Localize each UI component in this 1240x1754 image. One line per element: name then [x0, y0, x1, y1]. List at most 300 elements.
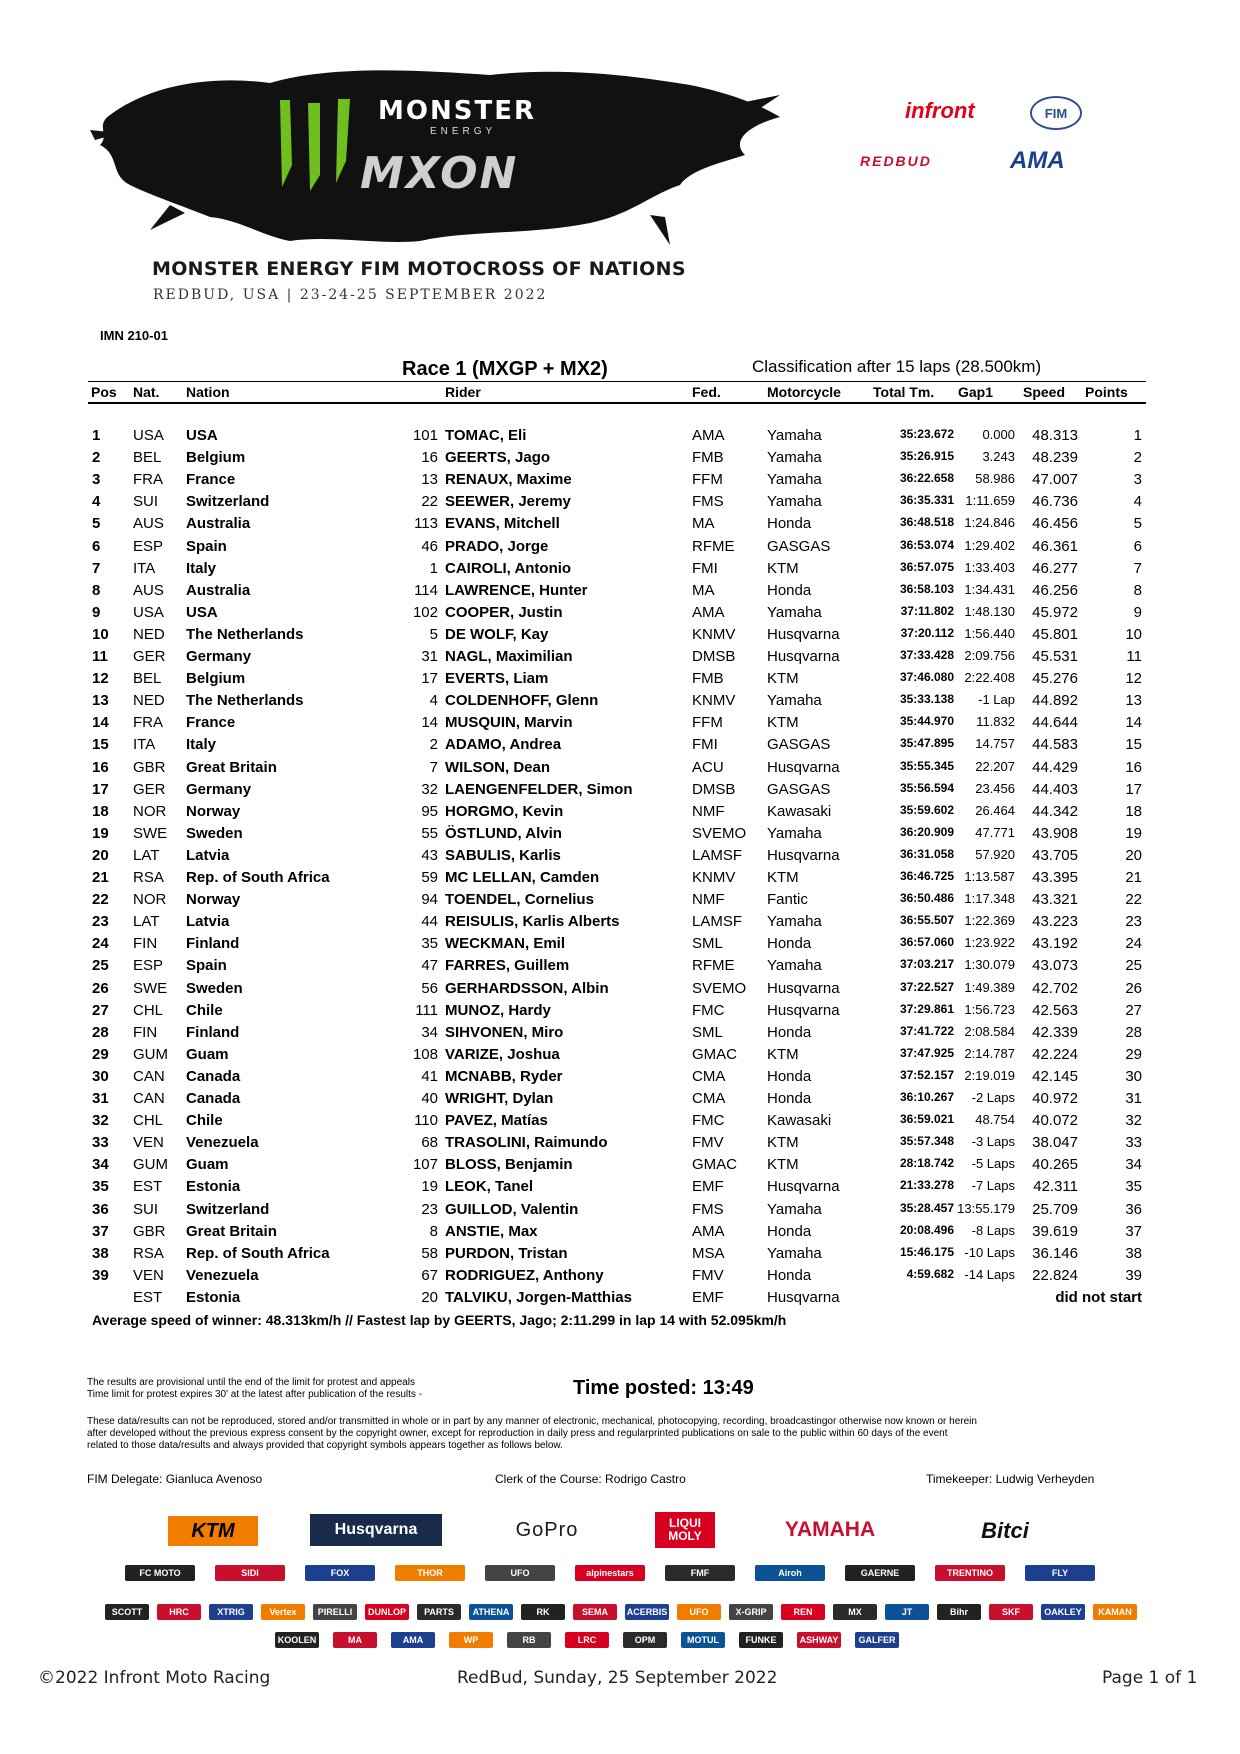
- cell-nation: Australia: [186, 581, 251, 599]
- cell-rider: ADAMO, Andrea: [445, 736, 562, 754]
- cell-pos: 12: [92, 670, 109, 688]
- sponsor-logo: SCOTT: [105, 1604, 149, 1620]
- event-subtitle: REDBUD, USA | 23-24-25 SEPTEMBER 2022: [153, 287, 548, 303]
- cell-moto: Honda: [767, 1067, 812, 1085]
- cell-speed: 48.239: [1032, 449, 1078, 467]
- cell-points: 8: [1133, 581, 1142, 599]
- cell-speed: 43.223: [1032, 913, 1078, 931]
- sponsor-logo: RK: [521, 1604, 565, 1620]
- cell-nat: USA: [133, 603, 164, 621]
- cell-nation: Sweden: [186, 979, 243, 997]
- cell-nation: Latvia: [186, 913, 230, 931]
- cell-nat: FIN: [133, 935, 158, 953]
- cell-pos: 26: [92, 979, 109, 997]
- sponsor-logo: SIDI: [215, 1565, 285, 1581]
- cell-fed: SML: [692, 935, 723, 953]
- cell-fed: FMS: [692, 493, 724, 511]
- cell-rider: TRASOLINI, Raimundo: [445, 1134, 608, 1152]
- cell-points: 29: [1125, 1045, 1142, 1063]
- brand-energy: ENERGY: [430, 126, 497, 137]
- cell-nation: Venezuela: [186, 1266, 259, 1284]
- cell-gap: 1:56.723: [964, 1001, 1015, 1017]
- cell-points: 10: [1125, 625, 1142, 643]
- sponsor-logo: XTRIG: [209, 1604, 253, 1620]
- sponsor-logo: X-GRIP: [729, 1604, 773, 1620]
- sponsor-logo: REN: [781, 1604, 825, 1620]
- cell-moto: Yamaha: [767, 603, 822, 621]
- cell-points: 6: [1133, 537, 1142, 555]
- cell-nat: NOR: [133, 891, 167, 909]
- col-motorcycle: Motorcycle: [767, 384, 841, 400]
- cell-num: 59: [421, 869, 438, 886]
- sponsor-logo: alpinestars: [575, 1565, 645, 1581]
- cell-speed: 38.047: [1032, 1134, 1078, 1152]
- result-row: [0, 560, 1240, 582]
- cell-num: 68: [421, 1134, 438, 1152]
- result-row: [0, 1112, 1240, 1134]
- cell-pos: 37: [92, 1222, 109, 1240]
- cell-fed: FMC: [692, 1001, 725, 1019]
- cell-rider: DE WOLF, Kay: [445, 625, 549, 643]
- cell-moto: Honda: [767, 1090, 812, 1107]
- cell-nation: Australia: [186, 515, 251, 533]
- cell-gap: -7 Laps: [971, 1178, 1015, 1194]
- cell-total: 35:57.348: [899, 1134, 954, 1149]
- timekeeper: Timekeeper: Ludwig Verheyden: [926, 1472, 1095, 1486]
- cell-nation: Great Britain: [186, 758, 277, 776]
- cell-nat: CHL: [133, 1112, 164, 1130]
- cell-points: 9: [1133, 603, 1142, 621]
- cell-points: 2: [1133, 449, 1142, 467]
- cell-speed: 44.342: [1032, 802, 1078, 820]
- cell-gap: 48.754: [975, 1112, 1015, 1128]
- cell-nation: The Netherlands: [186, 625, 304, 643]
- cell-moto: Yamaha: [767, 449, 822, 467]
- sponsor-logo: FC MOTO: [125, 1565, 195, 1581]
- cell-num: 17: [421, 670, 438, 688]
- cell-moto: Yamaha: [767, 471, 822, 489]
- cell-gap: 11.832: [976, 714, 1015, 730]
- cell-num: 20: [421, 1288, 438, 1306]
- cell-rider: HORGMO, Kevin: [445, 802, 564, 820]
- cell-moto: KTM: [767, 1156, 799, 1174]
- cell-speed: 43.908: [1032, 824, 1078, 842]
- cell-moto: Honda: [767, 1222, 812, 1240]
- cell-speed: 46.736: [1032, 493, 1078, 511]
- cell-fed: SVEMO: [692, 979, 747, 997]
- cell-num: 2: [429, 736, 438, 754]
- cell-rider: SABULIS, Karlis: [445, 846, 561, 864]
- cell-speed: 40.972: [1032, 1090, 1078, 1107]
- cell-points: 5: [1133, 515, 1142, 533]
- cell-pos: 36: [92, 1200, 109, 1218]
- sponsor-logo: OPM: [623, 1632, 667, 1648]
- cell-speed: 46.456: [1032, 515, 1078, 533]
- cell-pos: 33: [92, 1134, 109, 1152]
- cell-fed: LAMSF: [692, 846, 743, 864]
- cell-speed: 43.073: [1032, 957, 1078, 975]
- cell-moto: Husqvarna: [767, 979, 840, 997]
- cell-nat: GBR: [133, 1222, 166, 1240]
- sponsor-logo: FUNKE: [739, 1632, 783, 1648]
- header-rule-top: [88, 381, 1146, 382]
- cell-total: 35:23.672: [899, 427, 954, 441]
- cell-nat: NED: [133, 692, 165, 710]
- result-row: [0, 449, 1240, 471]
- copyright-line-2: after developed without the previous express consent by the copyright owner, except for reproduction in daily press and regularprinted publications on sale to the public within 60 days of the event: [87, 1428, 948, 1439]
- cell-gap: -8 Laps: [971, 1222, 1015, 1238]
- cell-gap: 1:30.079: [964, 957, 1015, 973]
- cell-total: 36:20.909: [899, 824, 954, 839]
- sponsor-logo: GAERNE: [845, 1565, 915, 1581]
- cell-num: 114: [414, 581, 438, 599]
- cell-points: 39: [1125, 1266, 1142, 1284]
- cell-num: 102: [412, 603, 438, 621]
- cell-moto: GASGAS: [767, 537, 831, 555]
- cell-rider: VARIZE, Joshua: [445, 1045, 560, 1063]
- cell-nation: Great Britain: [186, 1222, 277, 1240]
- cell-total: 36:50.486: [899, 891, 954, 906]
- cell-fed: MA: [692, 515, 715, 533]
- cell-rider: GERHARDSSON, Albin: [445, 979, 609, 997]
- cell-moto: Honda: [767, 1023, 812, 1041]
- sponsor-logo: PARTS: [417, 1604, 461, 1620]
- cell-gap: 1:13.587: [964, 869, 1015, 884]
- cell-total: 35:28.457: [899, 1200, 954, 1215]
- cell-nat: ITA: [133, 559, 156, 577]
- cell-num: 4: [429, 692, 438, 710]
- cell-nat: NOR: [133, 802, 167, 820]
- cell-pos: 8: [92, 581, 101, 599]
- cell-points: 22: [1125, 891, 1142, 909]
- cell-points: 32: [1125, 1112, 1142, 1130]
- sponsor-logo: HRC: [157, 1604, 201, 1620]
- cell-gap: 1:48.130: [964, 603, 1015, 619]
- cell-moto: Yamaha: [767, 493, 822, 511]
- sponsor-logo: FMF: [665, 1565, 735, 1581]
- cell-moto: KTM: [767, 670, 799, 688]
- cell-gap: 3.243: [982, 449, 1015, 465]
- cell-nat: NED: [133, 625, 165, 643]
- cell-nat: RSA: [133, 869, 164, 886]
- cell-pos: 14: [92, 714, 109, 732]
- result-row: [0, 736, 1240, 758]
- cell-moto: Yamaha: [767, 957, 822, 975]
- race-summary: Average speed of winner: 48.313km/h // Fastest lap by GEERTS, Jago; 2:11.299 in lap 14 with 52.095km/h: [92, 1312, 787, 1328]
- sponsor-husqvarna: Husqvarna: [310, 1514, 442, 1546]
- cell-gap: 1:33.403: [964, 559, 1015, 575]
- cell-speed: 48.313: [1032, 427, 1078, 444]
- document-id: IMN 210-01: [100, 328, 168, 343]
- cell-moto: Honda: [767, 515, 812, 533]
- cell-points: 7: [1133, 559, 1142, 577]
- cell-pos: 19: [92, 824, 109, 842]
- cell-points: 38: [1125, 1244, 1142, 1262]
- footer-page: Page 1 of 1: [1102, 1668, 1198, 1688]
- result-row: [0, 604, 1240, 626]
- cell-num: 19: [421, 1178, 438, 1196]
- cell-points: 34: [1125, 1156, 1142, 1174]
- cell-num: 111: [415, 1001, 438, 1019]
- cell-points: 31: [1125, 1090, 1142, 1107]
- result-row: [0, 1068, 1240, 1090]
- cell-moto: KTM: [767, 1134, 799, 1152]
- cell-pos: 22: [92, 891, 109, 909]
- cell-gap: -1 Lap: [978, 692, 1015, 708]
- sponsor-logo: SEMA: [573, 1604, 617, 1620]
- cell-num: 13: [421, 471, 438, 489]
- cell-total: 36:10.267: [899, 1090, 954, 1104]
- sponsor-logo: LRC: [565, 1632, 609, 1648]
- cell-gap: -3 Laps: [971, 1134, 1015, 1150]
- sponsor-logo: UFO: [677, 1604, 721, 1620]
- cell-num: 43: [421, 846, 438, 864]
- cell-nation: Italy: [186, 736, 217, 754]
- cell-points: 27: [1125, 1001, 1142, 1019]
- result-row: [0, 980, 1240, 1002]
- cell-moto: KTM: [767, 1045, 799, 1063]
- cell-total: 36:31.058: [899, 846, 954, 861]
- result-row: [0, 825, 1240, 847]
- cell-rider: WECKMAN, Emil: [445, 935, 565, 953]
- cell-points: 13: [1125, 692, 1142, 710]
- result-row: [0, 869, 1240, 891]
- cell-fed: FMV: [692, 1266, 724, 1284]
- cell-total: 35:56.594: [899, 780, 954, 795]
- cell-pos: 17: [92, 780, 109, 798]
- cell-rider: CAIROLI, Antonio: [445, 559, 572, 577]
- cell-fed: EMF: [692, 1178, 724, 1196]
- cell-rider: MC LELLAN, Camden: [445, 869, 600, 886]
- cell-gap: 1:24.846: [964, 515, 1015, 531]
- time-posted: Time posted: 13:49: [573, 1377, 754, 1399]
- cell-pos: 24: [92, 935, 109, 953]
- cell-nation: Rep. of South Africa: [186, 1244, 330, 1262]
- result-row: [0, 1178, 1240, 1200]
- cell-pos: 11: [92, 648, 108, 665]
- cell-total: 37:20.112: [900, 625, 954, 640]
- sponsor-logo: DUNLOP: [365, 1604, 409, 1620]
- cell-gap: 1:17.348: [964, 891, 1015, 907]
- cell-total: 20:08.496: [899, 1222, 954, 1237]
- cell-nat: RSA: [133, 1244, 164, 1262]
- cell-nat: CAN: [133, 1067, 165, 1085]
- result-row: [0, 1245, 1240, 1267]
- cell-rider: RODRIGUEZ, Anthony: [445, 1266, 604, 1284]
- cell-nat: GER: [133, 648, 166, 665]
- cell-speed: 44.403: [1032, 780, 1078, 798]
- cell-gap: 14.757: [975, 736, 1015, 752]
- classification-info: Classification after 15 laps (28.500km): [752, 357, 1042, 376]
- sponsor-logo: RB: [507, 1632, 551, 1648]
- result-row: [0, 538, 1240, 560]
- cell-num: 1: [429, 559, 438, 577]
- cell-nation: Guam: [186, 1156, 229, 1174]
- cell-total: 35:33.138: [899, 692, 954, 707]
- cell-rider: GEERTS, Jago: [445, 449, 551, 467]
- result-row: [0, 1267, 1240, 1289]
- cell-moto: Yamaha: [767, 427, 822, 444]
- cell-gap: 1:23.922: [964, 935, 1015, 951]
- cell-pos: 32: [92, 1112, 109, 1130]
- cell-rider: PRADO, Jorge: [445, 537, 549, 555]
- monster-claw-icon: [270, 95, 360, 195]
- cell-points: 3: [1133, 471, 1142, 489]
- cell-num: 23: [421, 1200, 438, 1218]
- sponsor-logo: OAKLEY: [1041, 1604, 1085, 1620]
- cell-nation: Finland: [186, 935, 240, 953]
- cell-moto: Yamaha: [767, 692, 822, 710]
- cell-nat: ESP: [133, 957, 164, 975]
- sponsor-logo: Airoh: [755, 1565, 825, 1581]
- cell-nat: FRA: [133, 471, 163, 489]
- cell-moto: KTM: [767, 559, 799, 577]
- cell-gap: 22.207: [975, 758, 1015, 774]
- cell-speed: 45.276: [1032, 670, 1078, 688]
- cell-num: 94: [421, 891, 438, 909]
- cell-speed: 43.395: [1032, 869, 1078, 886]
- cell-points: 19: [1125, 824, 1142, 842]
- sponsor-logo: SKF: [989, 1604, 1033, 1620]
- cell-pos: 25: [92, 957, 109, 975]
- cell-nat: SWE: [133, 824, 168, 842]
- sponsor-logo: ASHWAY: [797, 1632, 841, 1648]
- cell-nation: USA: [186, 427, 218, 444]
- cell-pos: 7: [92, 559, 101, 577]
- cell-rider: LAENGENFELDER, Simon: [445, 780, 633, 798]
- cell-rider: NAGL, Maximilian: [445, 648, 573, 665]
- cell-pos: 30: [92, 1067, 109, 1085]
- cell-nat: GUM: [133, 1156, 168, 1174]
- cell-moto: Kawasaki: [767, 802, 832, 820]
- cell-gap: 0.000: [982, 427, 1015, 442]
- sponsor-bitci: Bitci: [981, 1518, 1029, 1543]
- cell-num: 58: [421, 1244, 438, 1262]
- cell-nation: Belgium: [186, 670, 246, 688]
- cell-gap: 1:56.440: [964, 625, 1015, 641]
- cell-total: 36:22.658: [899, 471, 954, 486]
- result-row: [0, 1201, 1240, 1223]
- cell-nation: Switzerland: [186, 1200, 270, 1218]
- cell-rider: BLOSS, Benjamin: [445, 1156, 573, 1174]
- cell-fed: KNMV: [692, 869, 736, 886]
- cell-pos: 5: [92, 515, 101, 533]
- cell-nat: SUI: [133, 493, 159, 511]
- cell-moto: Yamaha: [767, 1244, 822, 1262]
- cell-gap: 1:11.659: [965, 493, 1015, 509]
- cell-points: 14: [1125, 714, 1142, 732]
- cell-moto: Husqvarna: [767, 1178, 840, 1196]
- cell-rider: COOPER, Justin: [445, 603, 563, 621]
- cell-points: 12: [1125, 670, 1142, 688]
- result-row: [0, 781, 1240, 803]
- result-row: [0, 1024, 1240, 1046]
- cell-fed: KNMV: [692, 625, 736, 643]
- cell-fed: FMB: [692, 670, 724, 688]
- copyright-line-1: These data/results can not be reproduced, stored and/or transmitted in whole or in part by any manner of electronic, mechanical, photocopying, recording, broadcastingor otherwise now known or herein: [87, 1416, 977, 1427]
- cell-moto: Yamaha: [767, 824, 822, 842]
- cell-moto: Yamaha: [767, 1200, 822, 1218]
- cell-num: 34: [421, 1023, 438, 1041]
- sponsor-logo: WP: [449, 1632, 493, 1648]
- cell-total: 36:53.074: [899, 537, 954, 552]
- cell-fed: FMB: [692, 449, 724, 467]
- cell-nat: GBR: [133, 758, 166, 776]
- result-row: [0, 493, 1240, 515]
- cell-fed: AMA: [692, 1222, 725, 1240]
- cell-nat: BEL: [133, 670, 162, 688]
- result-row: [0, 692, 1240, 714]
- cell-pos: 20: [92, 846, 109, 864]
- cell-num: 95: [421, 802, 438, 820]
- cell-points: 36: [1125, 1200, 1142, 1218]
- cell-rider: SEEWER, Jeremy: [445, 493, 571, 511]
- cell-fed: CMA: [692, 1090, 726, 1107]
- cell-nation: France: [186, 471, 236, 489]
- cell-num: 55: [421, 824, 438, 842]
- result-row: [0, 803, 1240, 825]
- cell-pos: 9: [92, 603, 101, 621]
- cell-nat: AUS: [133, 515, 164, 533]
- sponsor-liqui-moly: LIQUI MOLY: [655, 1512, 715, 1548]
- cell-pos: 34: [92, 1156, 109, 1174]
- result-row: [0, 648, 1240, 670]
- cell-fed: FMV: [692, 1134, 724, 1152]
- sponsor-logo: PIRELLI: [313, 1604, 357, 1620]
- clerk-of-course: Clerk of the Course: Rodrigo Castro: [495, 1472, 686, 1486]
- result-row: [0, 913, 1240, 935]
- cell-pos: 4: [92, 493, 101, 511]
- sponsor-logo: Bihr: [937, 1604, 981, 1620]
- cell-speed: 40.265: [1032, 1156, 1078, 1174]
- cell-num: 44: [421, 913, 438, 931]
- cell-nation: Spain: [186, 957, 227, 975]
- cell-total: 37:11.802: [900, 603, 954, 618]
- cell-total: 37:33.428: [899, 648, 954, 662]
- cell-total: 21:33.278: [899, 1178, 954, 1193]
- cell-moto: GASGAS: [767, 736, 831, 754]
- cell-nat: EST: [133, 1178, 163, 1196]
- cell-nation: Switzerland: [186, 493, 270, 511]
- cell-speed: 42.311: [1033, 1178, 1078, 1196]
- result-row: [0, 935, 1240, 957]
- cell-moto: Fantic: [767, 891, 808, 909]
- cell-total: 15:46.175: [899, 1244, 954, 1259]
- cell-fed: FFM: [692, 471, 723, 489]
- cell-speed: 45.801: [1032, 625, 1078, 643]
- cell-speed: 45.972: [1032, 603, 1078, 621]
- cell-rider: ÖSTLUND, Alvin: [445, 824, 562, 842]
- cell-speed: 42.145: [1032, 1067, 1078, 1085]
- cell-points: 21: [1125, 869, 1142, 886]
- cell-pos: 29: [92, 1045, 109, 1063]
- provisional-note: The results are provisional until the end of the limit for protest and appeals: [87, 1377, 415, 1388]
- cell-gap: 26.464: [975, 802, 1015, 818]
- cell-moto: Husqvarna: [767, 648, 840, 665]
- cell-num: 113: [414, 515, 438, 533]
- cell-nat: FIN: [133, 1023, 158, 1041]
- cell-speed: 42.339: [1032, 1023, 1078, 1041]
- cell-nat: ITA: [133, 736, 156, 754]
- cell-nation: Venezuela: [186, 1134, 259, 1152]
- cell-rider: EVERTS, Liam: [445, 670, 549, 688]
- cell-rider: TALVIKU, Jorgen-Matthias: [445, 1288, 632, 1306]
- cell-num: 40: [421, 1090, 438, 1107]
- sponsor-logo: MX: [833, 1604, 877, 1620]
- cell-gap: 1:34.431: [964, 581, 1015, 597]
- result-row: [0, 1090, 1240, 1112]
- col-fed: Fed.: [692, 384, 721, 400]
